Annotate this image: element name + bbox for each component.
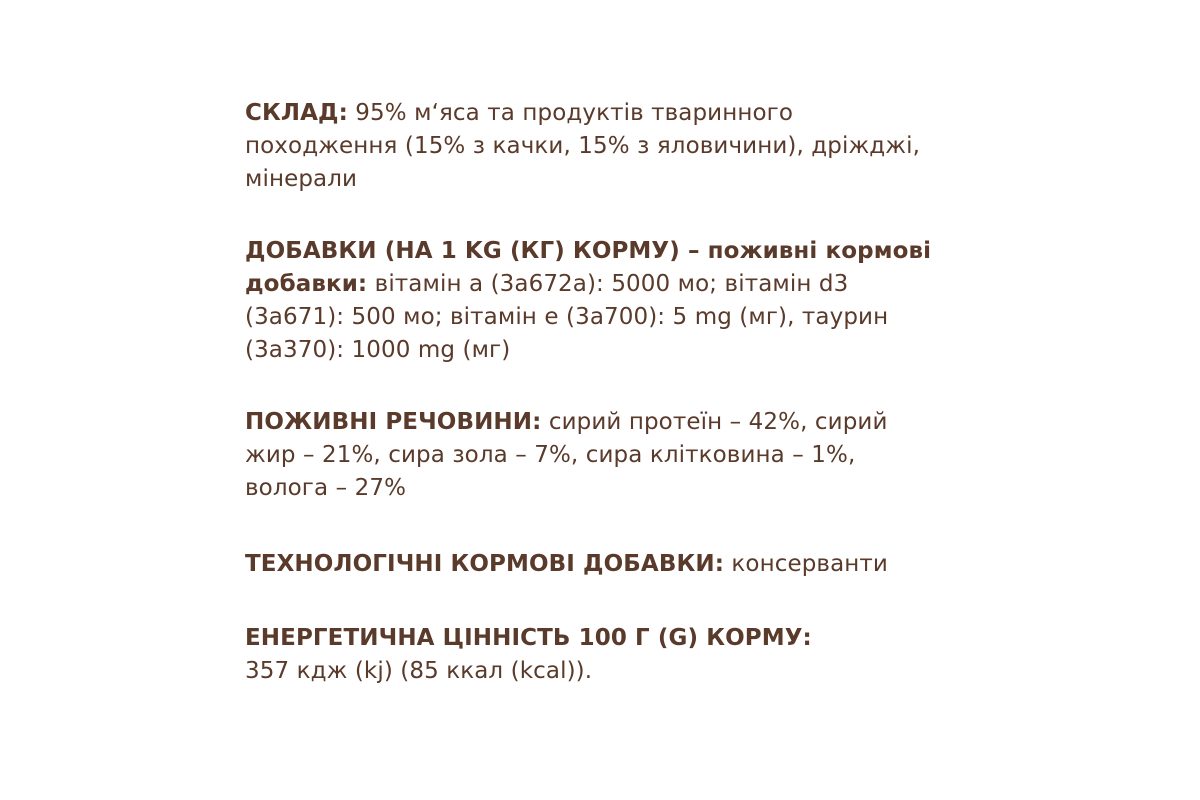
nutrients-line-2: жир – 21%, сира зола – 7%, сира клітковина – 1%, (245, 442, 856, 468)
energy-label: ЕНЕРГЕТИЧНА ЦІННІСТЬ 100 Г (G) КОРМУ: (245, 625, 812, 651)
ingredients-label: СКЛАД: (245, 100, 348, 126)
nutrients-text-1: сирий протеїн – 42%, сирий (541, 409, 888, 435)
ingredients-text-1: 95% м‘яса та продуктів тваринного (347, 100, 794, 126)
ingredients-line-2: походження (15% з качки, 15% з яловичини), дріжджі, (245, 133, 921, 159)
ingredients-line-3: мінерали (245, 166, 358, 192)
nutrients-line-3: волога – 27% (245, 475, 407, 501)
additives-line-3: (3a671): 500 мо; вітамін e (3a700): 5 mg (мг), таурин (245, 304, 889, 330)
additives-line-4: (3a370): 1000 mg (мг) (245, 337, 511, 363)
technological-text: консерванти (724, 551, 888, 577)
technological-label: ТЕХНОЛОГІЧНІ КОРМОВІ ДОБАВКИ: (245, 551, 724, 577)
ingredients-line-1 (245, 97, 965, 130)
nutrients-section (245, 406, 965, 505)
additives-label-line-2: добавки: (245, 271, 368, 297)
energy-section (245, 622, 965, 688)
additives-section (245, 235, 965, 367)
nutrients-line-1 (245, 406, 965, 439)
technological-line-1 (245, 548, 965, 581)
additives-line-2 (245, 268, 965, 301)
additives-label-line-1: ДОБАВКИ (НА 1 KG (КГ) КОРМУ) – поживні кормові (245, 238, 932, 264)
additives-text-2: вітамін a (3a672a): 5000 мо; вітамін d3 (367, 271, 849, 297)
composition-text (245, 97, 965, 724)
technological-section (245, 548, 965, 581)
energy-line-2: 357 кдж (kj) (85 ккал (kcal)). (245, 658, 593, 684)
ingredients-section (245, 97, 965, 196)
nutrients-label: ПОЖИВНІ РЕЧОВИНИ: (245, 409, 542, 435)
